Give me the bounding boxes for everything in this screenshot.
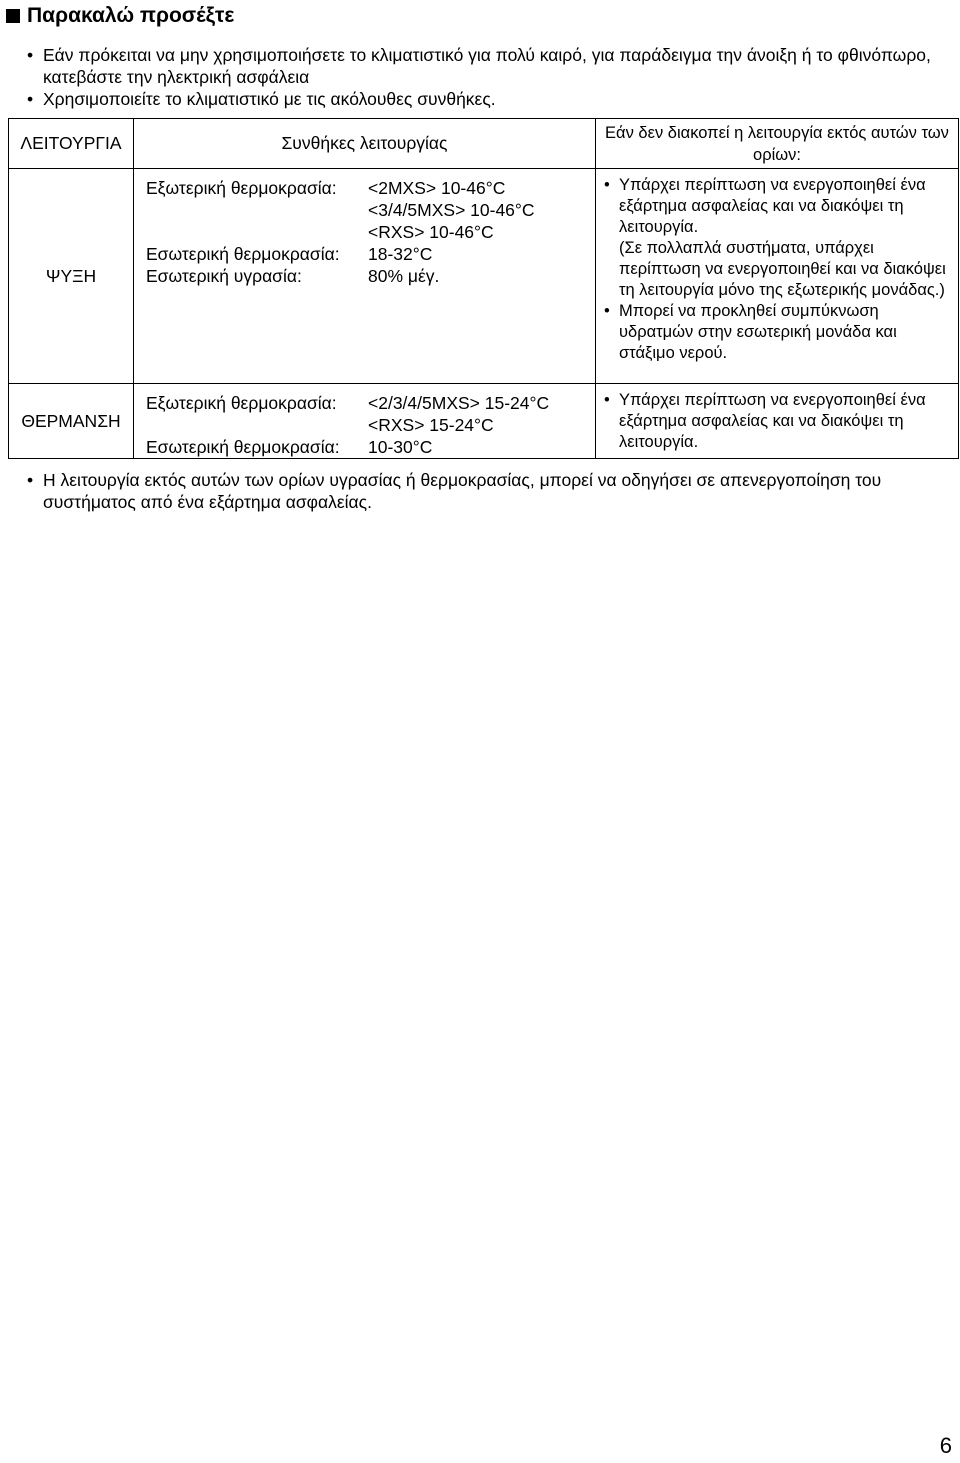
page-number: 6 <box>939 1433 952 1458</box>
condition-value: 10-30°C <box>368 437 433 457</box>
outro-item <box>22 469 942 513</box>
bullet-icon: • <box>27 470 34 490</box>
condition-label: Εξωτερική θερμοκρασία: <box>146 393 337 413</box>
result-text: Μπορεί να προκληθεί συμπύκνωση υδρατμών στην εσωτερική μονάδα και στάξιμο νερού. <box>619 302 897 362</box>
intro-item-text: Εάν πρόκειται να μην χρησιμοποιήσετε το κλιματιστικό για πολύ καιρό, για παράδειγμα την άνοιξη ή το φθινόπωρο, κατεβάστε την ηλεκτρική ασφάλεια <box>43 45 931 87</box>
condition-line <box>146 436 595 458</box>
table-header-row <box>9 119 959 169</box>
result-item <box>604 301 950 364</box>
condition-value: <RXS> 15-24°C <box>368 415 494 435</box>
condition-line <box>146 243 595 265</box>
section-heading <box>6 2 234 30</box>
outro-list <box>22 469 942 513</box>
operating-conditions-table <box>8 118 959 459</box>
condition-label: Εσωτερική υγρασία: <box>146 266 302 286</box>
condition-label <box>146 221 368 243</box>
bullet-icon: • <box>604 302 610 320</box>
condition-line <box>146 265 595 287</box>
table-row-heating <box>9 384 959 459</box>
condition-label: Εσωτερική θερμοκρασία: <box>146 244 340 264</box>
condition-line <box>146 414 595 436</box>
condition-value: <2MXS> 10-46°C <box>368 178 506 198</box>
bullet-icon: • <box>27 45 34 65</box>
condition-line <box>146 199 595 221</box>
header-conditions: Συνθήκες λειτουργίας <box>134 119 596 169</box>
result-text: Υπάρχει περίπτωση να ενεργοποιηθεί ένα εξάρτημα ασφαλείας και να διακόψει τη λειτουργία. <box>619 176 926 236</box>
mode-cooling: ΨΥΞΗ <box>9 169 134 384</box>
bullet-icon: • <box>604 391 610 409</box>
condition-value: 18-32°C <box>368 244 433 264</box>
condition-label <box>146 414 368 436</box>
intro-item <box>22 44 952 88</box>
result-heating <box>596 384 959 459</box>
result-cooling <box>596 169 959 384</box>
bullet-icon: • <box>604 176 610 194</box>
heading-square-marker <box>6 9 20 23</box>
condition-line <box>146 177 595 199</box>
result-text: Υπάρχει περίπτωση να ενεργοποιηθεί ένα εξάρτημα ασφαλείας και να διακόψει τη λειτουργία. <box>619 391 926 451</box>
outro-item-text: Η λειτουργία εκτός αυτών των ορίων υγρασίας ή θερμοκρασίας, μπορεί να οδηγήσει σε απενεργοποίηση του συστήματος από ένα εξάρτημα ασφαλείας. <box>43 470 882 512</box>
result-item <box>604 175 950 238</box>
bullet-icon: • <box>27 89 34 109</box>
intro-list <box>22 44 952 110</box>
condition-value: 80% μέγ. <box>368 266 440 286</box>
result-item <box>604 390 950 453</box>
conditions-cooling <box>134 169 596 384</box>
condition-value: <RXS> 10-46°C <box>368 222 494 242</box>
header-mode: ΛΕΙΤΟΥΡΓΙΑ <box>9 119 134 169</box>
table-row-cooling <box>9 169 959 384</box>
heading-text: Παρακαλώ προσέξτε <box>27 4 235 27</box>
result-note: (Σε πολλαπλά συστήματα, υπάρχει περίπτωση να ενεργοποιηθεί και να διακόψει τη λειτουργία μόνο της εξωτερικής μονάδας.) <box>619 239 946 299</box>
condition-label: Εξωτερική θερμοκρασία: <box>146 178 337 198</box>
condition-value: <2/3/4/5MXS> 15-24°C <box>368 393 550 413</box>
conditions-heating <box>134 384 596 459</box>
condition-label <box>146 199 368 221</box>
condition-line <box>146 392 595 414</box>
intro-item-text: Χρησιμοποιείτε το κλιματιστικό με τις ακόλουθες συνθήκες. <box>43 89 496 109</box>
condition-label: Εσωτερική θερμοκρασία: <box>146 437 340 457</box>
intro-item <box>22 88 952 110</box>
condition-value: <3/4/5MXS> 10-46°C <box>368 200 535 220</box>
mode-heating: ΘΕΡΜΑΝΣΗ <box>9 384 134 459</box>
condition-line <box>146 221 595 243</box>
header-result: Εάν δεν διακοπεί η λειτουργία εκτός αυτών των ορίων: <box>596 119 959 169</box>
